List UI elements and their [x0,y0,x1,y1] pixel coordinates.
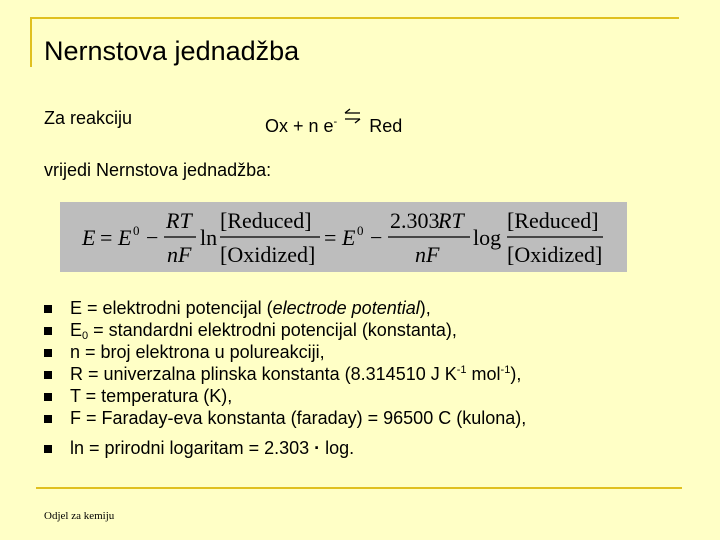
list-item: F = Faraday-eva konstanta (faraday) = 96500 C (kulona), [44,407,526,429]
list-item: T = temperatura (K), [44,385,526,407]
formula-ln: ln [200,225,218,250]
square-bullet-icon [44,393,52,401]
nernst-equation [60,202,627,272]
footer-text: Odjel za kemiju [44,510,115,522]
formula-minus-2: − [370,225,383,250]
formula-coefficient: 2.303 [390,208,440,233]
formula-reduced-2: [Reduced] [507,208,599,233]
formula-oxidized-2: [Oxidized] [507,242,603,267]
formula-RT-2: RT [438,208,464,233]
list-item: E = elektrodni potencijal (electrode potential), [44,297,526,319]
definition-list [44,297,526,459]
formula-RT-1: RT [166,208,192,233]
formula-nF-1: nF [167,242,192,267]
frame-top-line [30,17,679,19]
square-bullet-icon [44,349,52,357]
reaction-label: Za reakciju [44,108,133,128]
square-bullet-icon [44,305,52,313]
formula-oxidized-1: [Oxidized] [220,242,316,267]
square-bullet-icon [44,415,52,423]
formula-E0-2: E [342,225,356,250]
frame-bottom-line [36,487,682,489]
list-item: n = broj elektrona u polureakciji, [44,341,526,363]
square-bullet-icon [44,327,52,335]
formula-zero-2: 0 [357,223,364,238]
formula-log: log [473,225,502,250]
electron-charge: - [333,116,338,128]
reaction-equation [265,108,402,137]
square-bullet-icon [44,445,52,453]
list-item: $E_0$ = standardni elektrodni potencijal (konstanta), [44,319,526,341]
square-bullet-icon [44,371,52,379]
equilibrium-arrows-icon [344,108,362,124]
list-item: ln = prirodni logaritam = 2.303 · log. [44,437,526,459]
reaction-ox: Ox + n e [265,116,334,136]
formula-reduced-1: [Reduced] [220,208,312,233]
formula-nF-2: nF [415,242,440,267]
validity-text: vrijedi Nernstova jednadžba: [44,160,272,180]
slide-title: Nernstova jednadžba [44,36,300,66]
formula-minus-1: − [146,225,159,250]
formula-equals-1: = [100,225,113,250]
formula-equals-2: = [324,225,337,250]
reaction-red: Red [369,116,403,136]
list-item: R = univerzalna plinska konstanta (8.314510 J $K^{-1}$ mol$^{-1}$), [44,363,526,385]
formula-zero-1: 0 [133,223,140,238]
frame-left-line [30,17,32,67]
formula-E0-1: E [118,225,132,250]
formula-E: E [82,225,96,250]
